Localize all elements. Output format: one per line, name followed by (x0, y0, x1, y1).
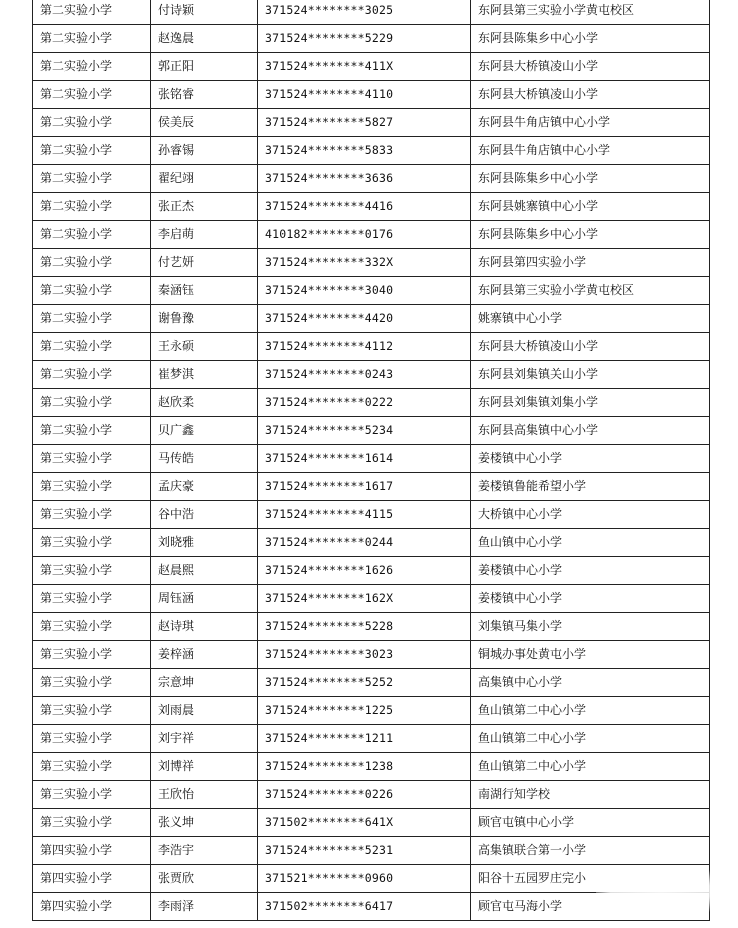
school-cell: 第二实验小学 (33, 221, 151, 249)
origin-school-cell: 东阿县第四实验小学 (471, 249, 710, 277)
name-cell: 郭正阳 (151, 53, 258, 81)
id-number-cell: 371502********641X (258, 809, 471, 837)
id-number-cell: 371524********5231 (258, 837, 471, 865)
id-number-cell: 371524********0244 (258, 529, 471, 557)
table-row (33, 613, 710, 641)
name-cell: 刘晓雅 (151, 529, 258, 557)
name-cell: 赵晨熙 (151, 557, 258, 585)
id-number-cell: 371524********1626 (258, 557, 471, 585)
origin-school-cell: 南湖行知学校 (471, 781, 710, 809)
id-number-cell: 371524********1617 (258, 473, 471, 501)
id-number-cell: 410182********0176 (258, 221, 471, 249)
school-cell: 第三实验小学 (33, 697, 151, 725)
school-cell: 第二实验小学 (33, 109, 151, 137)
origin-school-cell: 大桥镇中心小学 (471, 501, 710, 529)
table-row (33, 837, 710, 865)
school-cell: 第三实验小学 (33, 445, 151, 473)
id-number-cell: 371524********5827 (258, 109, 471, 137)
name-cell: 赵欣柔 (151, 389, 258, 417)
table-row (33, 809, 710, 837)
table-row (33, 333, 710, 361)
table-row (33, 25, 710, 53)
school-cell: 第四实验小学 (33, 893, 151, 921)
id-number-cell: 371524********0226 (258, 781, 471, 809)
student-list-table-container (32, 0, 709, 921)
origin-school-cell: 姜楼镇中心小学 (471, 557, 710, 585)
name-cell: 秦涵钰 (151, 277, 258, 305)
origin-school-cell: 铜城办事处黄屯小学 (471, 641, 710, 669)
id-number-cell: 371524********162X (258, 585, 471, 613)
name-cell: 孟庆豪 (151, 473, 258, 501)
school-cell: 第二实验小学 (33, 277, 151, 305)
origin-school-cell: 东阿县大桥镇凌山小学 (471, 333, 710, 361)
school-cell: 第二实验小学 (33, 165, 151, 193)
id-number-cell: 371524********5252 (258, 669, 471, 697)
id-number-cell: 371524********3025 (258, 0, 471, 25)
id-number-cell: 371524********3023 (258, 641, 471, 669)
id-number-cell: 371524********5833 (258, 137, 471, 165)
id-number-cell: 371524********411X (258, 53, 471, 81)
origin-school-cell: 顾官屯镇中心小学 (471, 809, 710, 837)
name-cell: 付艺妍 (151, 249, 258, 277)
origin-school-cell: 东阿县刘集镇刘集小学 (471, 389, 710, 417)
school-cell: 第三实验小学 (33, 809, 151, 837)
school-cell: 第二实验小学 (33, 361, 151, 389)
name-cell: 马传皓 (151, 445, 258, 473)
table-row (33, 389, 710, 417)
origin-school-cell: 东阿县大桥镇凌山小学 (471, 53, 710, 81)
school-cell: 第三实验小学 (33, 613, 151, 641)
table-row (33, 585, 710, 613)
origin-school-cell: 东阿县大桥镇凌山小学 (471, 81, 710, 109)
school-cell: 第三实验小学 (33, 669, 151, 697)
table-row (33, 249, 710, 277)
id-number-cell: 371524********4112 (258, 333, 471, 361)
table-row (33, 725, 710, 753)
table-row (33, 529, 710, 557)
student-list-body (33, 0, 710, 921)
name-cell: 刘雨晨 (151, 697, 258, 725)
table-row (33, 193, 710, 221)
name-cell: 王永硕 (151, 333, 258, 361)
origin-school-cell: 东阿县刘集镇关山小学 (471, 361, 710, 389)
name-cell: 张贾欣 (151, 865, 258, 893)
name-cell: 谷中浩 (151, 501, 258, 529)
school-cell: 第四实验小学 (33, 865, 151, 893)
origin-school-cell: 高集镇中心小学 (471, 669, 710, 697)
id-number-cell: 371524********1211 (258, 725, 471, 753)
table-row (33, 557, 710, 585)
id-number-cell: 371524********5234 (258, 417, 471, 445)
table-row (33, 753, 710, 781)
name-cell: 贝广鑫 (151, 417, 258, 445)
origin-school-cell: 刘集镇马集小学 (471, 613, 710, 641)
name-cell: 张正杰 (151, 193, 258, 221)
table-row (33, 417, 710, 445)
name-cell: 张铭睿 (151, 81, 258, 109)
table-row (33, 109, 710, 137)
origin-school-cell: 姚寨镇中心小学 (471, 305, 710, 333)
school-cell: 第二实验小学 (33, 305, 151, 333)
id-number-cell: 371524********3636 (258, 165, 471, 193)
id-number-cell: 371524********1238 (258, 753, 471, 781)
table-row (33, 0, 710, 25)
table-row (33, 305, 710, 333)
table-row (33, 865, 710, 893)
name-cell: 翟纪翊 (151, 165, 258, 193)
origin-school-cell: 东阿县高集镇中心小学 (471, 417, 710, 445)
origin-school-cell: 鱼山镇第二中心小学 (471, 725, 710, 753)
table-row (33, 277, 710, 305)
origin-school-cell: 东阿县陈集乡中心小学 (471, 165, 710, 193)
origin-school-cell: 高集镇联合第一小学 (471, 837, 710, 865)
origin-school-cell: 东阿县姚寨镇中心小学 (471, 193, 710, 221)
name-cell: 侯美辰 (151, 109, 258, 137)
table-row (33, 893, 710, 921)
school-cell: 第二实验小学 (33, 389, 151, 417)
origin-school-cell: 顾官屯马海小学 (471, 893, 710, 921)
name-cell: 周钰涵 (151, 585, 258, 613)
school-cell: 第三实验小学 (33, 641, 151, 669)
school-cell: 第三实验小学 (33, 585, 151, 613)
origin-school-cell: 姜楼镇鲁能希望小学 (471, 473, 710, 501)
id-number-cell: 371524********1614 (258, 445, 471, 473)
table-row (33, 221, 710, 249)
name-cell: 孙睿锡 (151, 137, 258, 165)
name-cell: 宗意坤 (151, 669, 258, 697)
table-row (33, 473, 710, 501)
name-cell: 付诗颖 (151, 0, 258, 25)
id-number-cell: 371524********4416 (258, 193, 471, 221)
id-number-cell: 371502********6417 (258, 893, 471, 921)
origin-school-cell: 姜楼镇中心小学 (471, 445, 710, 473)
school-cell: 第二实验小学 (33, 249, 151, 277)
id-number-cell: 371524********4110 (258, 81, 471, 109)
id-number-cell: 371521********0960 (258, 865, 471, 893)
origin-school-cell: 姜楼镇中心小学 (471, 585, 710, 613)
name-cell: 赵诗琪 (151, 613, 258, 641)
school-cell: 第三实验小学 (33, 473, 151, 501)
table-row (33, 53, 710, 81)
school-cell: 第二实验小学 (33, 53, 151, 81)
school-cell: 第三实验小学 (33, 781, 151, 809)
origin-school-cell: 东阿县陈集乡中心小学 (471, 25, 710, 53)
school-cell: 第三实验小学 (33, 753, 151, 781)
id-number-cell: 371524********5229 (258, 25, 471, 53)
name-cell: 崔梦淇 (151, 361, 258, 389)
origin-school-cell: 鱼山镇第二中心小学 (471, 753, 710, 781)
origin-school-cell: 阳谷十五园罗庄完小 (471, 865, 710, 893)
table-row (33, 137, 710, 165)
school-cell: 第二实验小学 (33, 193, 151, 221)
school-cell: 第三实验小学 (33, 501, 151, 529)
school-cell: 第二实验小学 (33, 417, 151, 445)
origin-school-cell: 鱼山镇中心小学 (471, 529, 710, 557)
id-number-cell: 371524********3040 (258, 277, 471, 305)
school-cell: 第二实验小学 (33, 25, 151, 53)
name-cell: 张义坤 (151, 809, 258, 837)
table-row (33, 641, 710, 669)
id-number-cell: 371524********5228 (258, 613, 471, 641)
table-row (33, 669, 710, 697)
name-cell: 赵逸晨 (151, 25, 258, 53)
name-cell: 刘宇祥 (151, 725, 258, 753)
school-cell: 第三实验小学 (33, 557, 151, 585)
name-cell: 姜梓涵 (151, 641, 258, 669)
table-row (33, 81, 710, 109)
origin-school-cell: 东阿县牛角店镇中心小学 (471, 137, 710, 165)
origin-school-cell: 东阿县陈集乡中心小学 (471, 221, 710, 249)
name-cell: 刘博祥 (151, 753, 258, 781)
origin-school-cell: 东阿县牛角店镇中心小学 (471, 109, 710, 137)
table-row (33, 781, 710, 809)
id-number-cell: 371524********332X (258, 249, 471, 277)
school-cell: 第四实验小学 (33, 837, 151, 865)
id-number-cell: 371524********1225 (258, 697, 471, 725)
school-cell: 第三实验小学 (33, 529, 151, 557)
school-cell: 第二实验小学 (33, 0, 151, 25)
id-number-cell: 371524********0222 (258, 389, 471, 417)
table-row (33, 165, 710, 193)
table-row (33, 361, 710, 389)
id-number-cell: 371524********4420 (258, 305, 471, 333)
name-cell: 李启萌 (151, 221, 258, 249)
table-row (33, 445, 710, 473)
origin-school-cell: 鱼山镇第二中心小学 (471, 697, 710, 725)
id-number-cell: 371524********0243 (258, 361, 471, 389)
school-cell: 第三实验小学 (33, 725, 151, 753)
name-cell: 谢鲁豫 (151, 305, 258, 333)
origin-school-cell: 东阿县第三实验小学黄屯校区 (471, 277, 710, 305)
name-cell: 王欣怡 (151, 781, 258, 809)
name-cell: 李雨泽 (151, 893, 258, 921)
school-cell: 第二实验小学 (33, 81, 151, 109)
id-number-cell: 371524********4115 (258, 501, 471, 529)
school-cell: 第二实验小学 (33, 333, 151, 361)
name-cell: 李浩宇 (151, 837, 258, 865)
origin-school-cell: 东阿县第三实验小学黄屯校区 (471, 0, 710, 25)
school-cell: 第二实验小学 (33, 137, 151, 165)
table-row (33, 697, 710, 725)
student-list-table (32, 0, 710, 921)
table-row (33, 501, 710, 529)
